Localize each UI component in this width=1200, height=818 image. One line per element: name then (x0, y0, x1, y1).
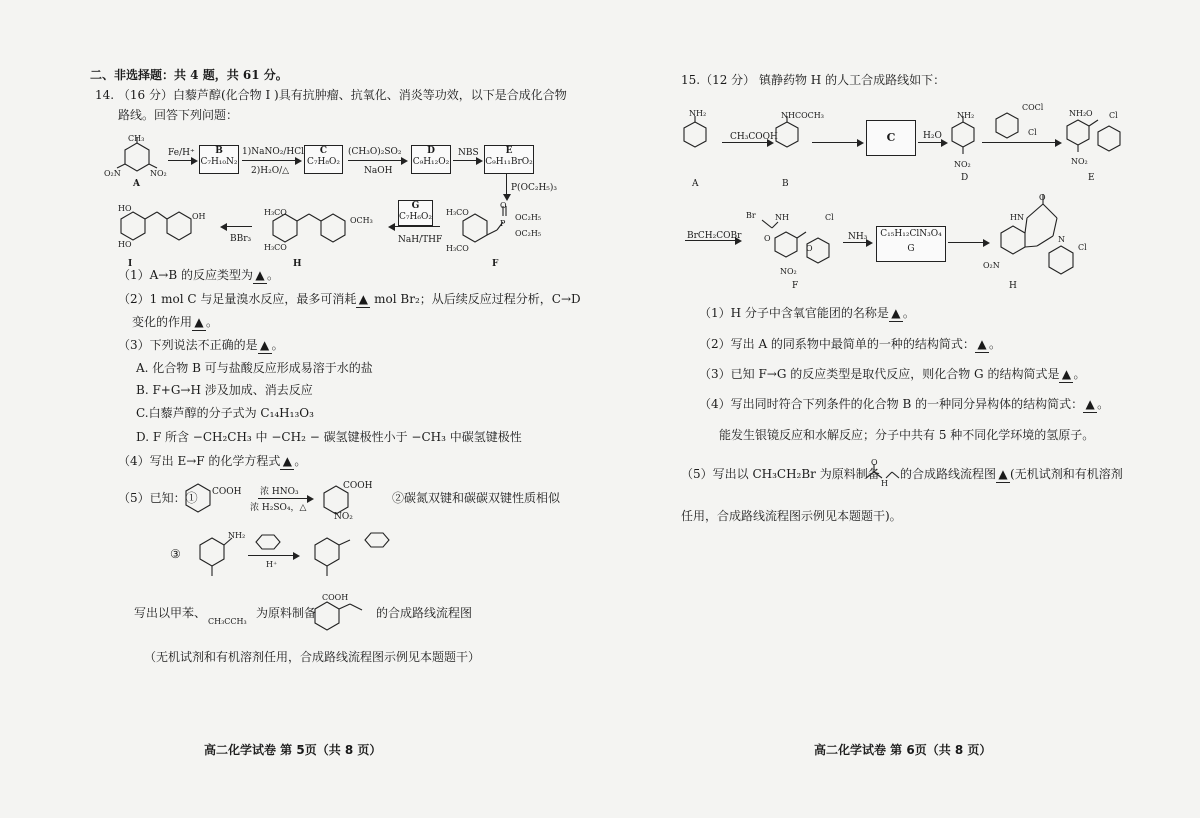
aniline-nh2-label: NH₂ (689, 109, 707, 118)
q15-3: （3）已知 F→G 的反应类型是取代反应，则化合物 G 的结构简式是 ▲ 。 (699, 367, 1086, 381)
compound-f-label-15: F (792, 281, 799, 291)
f-phosphorus-label: P (500, 219, 506, 228)
q15-2: （2）写出 A 的同系物中最简单的一种的结构简式： ▲ 。 (699, 337, 1001, 351)
compound-a-label-15: A (692, 179, 699, 189)
q14-intro-line2: 路线。回答下列问题： (118, 108, 239, 122)
answer-blank[interactable]: ▲ (996, 466, 1010, 483)
q14-3-option-c: C.白藜芦醇的分子式为 C₁₄H₁₃O₃ (136, 406, 314, 420)
f-br-label: Br (746, 211, 756, 220)
f-oxygen-label: O (500, 201, 507, 210)
arrow-e-f (506, 174, 507, 199)
q14-5-task-mid: 为原料制备 (256, 606, 317, 620)
reagent-nah-thf: NaH/THF (398, 235, 443, 245)
page-footer-left: 高二化学试卷 第 5页（共 8 页） (204, 743, 382, 757)
q5-o-label: O (871, 458, 878, 467)
cooh-label-2: COOH (343, 481, 373, 491)
f-ethoxy-label-2: OC₂H₅ (515, 229, 542, 238)
compound-c-box-15: C (866, 120, 916, 156)
answer-blank[interactable]: ▲ (280, 453, 294, 470)
q15-5-part1: （5）写出以 CH₃CH₂Br 为原料制备 (681, 467, 880, 481)
d-nh2-label: NH₂ (957, 111, 975, 120)
arrow-a-b (168, 160, 196, 161)
reagent-conc-h2so4: 浓 H₂SO₄，△ (250, 503, 307, 513)
compound-g-box (398, 200, 433, 226)
arrow-b-c-15 (812, 142, 862, 143)
compound-h-label-15: H (1009, 281, 1017, 291)
f-cl-label: Cl (825, 213, 834, 222)
hydroxyl-label-3: OH (192, 212, 206, 221)
q15-5-part3: 任用，合成路线流程图示例见本题题干)。 (681, 509, 902, 523)
f-methoxy-label-1: H₃CO (446, 208, 469, 217)
compound-g-name: G (411, 201, 420, 211)
compound-c-box (304, 145, 343, 174)
q14-5-prefix: （5）已知：① (118, 491, 198, 505)
hydroxyl-label-1: HO (118, 204, 132, 213)
section-title: 二、非选择题：共 4 题，共 61 分。 (90, 68, 288, 82)
q15-4: （4）写出同时符合下列条件的化合物 B 的一种同分异构体的结构简式： ▲ 。 (699, 397, 1110, 411)
compound-b-label-15: B (782, 179, 789, 189)
reagent-acetic-acid: CH₃COOH (730, 132, 778, 142)
e-nh2-label: NH₂ (1069, 109, 1087, 118)
answer-blank[interactable]: ▲ (192, 314, 206, 331)
q14-intro-line1: 14. （16 分）白藜芦醇(化合物 I )具有抗肿瘤、抗氧化、消炎等功效，以下是合成化合物 (95, 88, 567, 102)
f-o-label-2: O (806, 244, 813, 253)
q15-5-part2: 的合成路线流程图 ▲ (无机试剂和有机溶剂 (900, 467, 1123, 481)
reagent-triethyl-phosphite: P(OC₂H₅)₃ (511, 183, 558, 193)
compound-e-label-15: E (1088, 173, 1095, 183)
q14-4: （4）写出 E→F 的化学方程式 ▲ 。 (118, 454, 307, 468)
q14-5-note: （无机试剂和有机溶剂任用，合成路线流程图示例见本题题干） (144, 650, 481, 664)
reagent-fe: Fe/H⁺ (168, 148, 195, 158)
compound-g-formula-15: C₁₅H₁₂ClN₃O₄ (880, 229, 942, 239)
tetrahydropyranone-structure (248, 532, 288, 552)
q14-2: （2）1 mol C 与足量溴水反应，最多可消耗 ▲ mol Br₂；从后续反应过程分析，C→D (118, 292, 581, 306)
nh2-label: NH₂ (228, 531, 246, 540)
compound-b-formula: C₇H₁₀N₂ (200, 157, 238, 167)
compound-b-name: B (215, 146, 223, 156)
answer-blank[interactable]: ▲ (258, 337, 272, 354)
arrow-f-h (390, 226, 440, 227)
q14-3-option-b: B. F+G→H 涉及加成、消去反应 (136, 383, 313, 397)
reagent-dimethyl-sulfate: (CH₃O)₂SO₂ (348, 147, 402, 157)
compound-g-name-15: G (907, 244, 915, 254)
f-o-label-1: O (764, 234, 771, 243)
methoxy-label-2: H₃CO (264, 243, 287, 252)
h-o2n-label: O₂N (983, 261, 1000, 270)
arrow-h-i (222, 226, 252, 227)
cooh-label-1: COOH (212, 487, 242, 497)
cocl-label: COCl (1022, 103, 1044, 112)
h-o-label: O (1039, 193, 1046, 202)
e-no2-label: NO₂ (1071, 157, 1088, 166)
reagent-nano2: 1)NaNO₂/HCl (242, 147, 304, 157)
compound-e-formula: C₉H₁₁BrO₂ (485, 157, 533, 167)
methyl-label: CH₃ (128, 134, 145, 143)
answer-blank[interactable]: ▲ (889, 305, 903, 322)
reagent-naoh: NaOH (364, 166, 393, 176)
q15-4-conditions: 能发生银镜反应和水解反应；分子中共有 5 种不同化学环境的氢原子。 (719, 428, 1095, 442)
compound-e-name: E (505, 146, 513, 156)
benzoic-acid-structure (182, 480, 216, 512)
reagent-ammonia: NH₃ (848, 232, 868, 242)
q14-5-note2: ②碳氮双键和碳碳双键性质相似 (392, 491, 561, 505)
answer-blank[interactable]: ▲ (253, 267, 267, 284)
arrow-b-c (242, 160, 300, 161)
arrow-e-f-15 (685, 240, 740, 241)
q14-3-option-d: D. F 所含 −CH₂CH₃ 中 −CH₂ − 碳氢键极性小于 −CH₃ 中碳氢键极性 (136, 430, 522, 444)
compound-g-formula: C₇H₆O₂ (399, 212, 432, 222)
f-no2-label: NO₂ (780, 267, 797, 276)
h-plus-label: H⁺ (266, 560, 278, 569)
methoxy-label-3: OCH₃ (350, 216, 373, 225)
compound-d-formula: C₉H₁₂O₂ (412, 157, 450, 167)
arrow-f-g-15 (843, 242, 871, 243)
e-cl-label: Cl (1109, 111, 1118, 120)
compound-c-name: C (319, 146, 328, 156)
reagent-cl-label: Cl (1028, 128, 1037, 137)
hydroxyl-label-2: HO (118, 240, 132, 249)
q14-2-cont: 变化的作用 ▲ 。 (132, 315, 219, 329)
q14-5-task-end: 的合成路线流程图 (376, 606, 473, 620)
imine-product-structure (305, 528, 395, 583)
compound-f-label: F (492, 259, 499, 269)
arrow-nitration (258, 498, 312, 499)
q14-3: （3）下列说法不正确的是 ▲ 。 (118, 338, 284, 352)
reagent-nbs: NBS (458, 148, 479, 158)
reagent-h2o-heat: 2)H₂O/△ (251, 166, 290, 176)
arrow-a-b-15 (722, 142, 772, 143)
compound-c-formula: C₇H₈O₂ (307, 157, 340, 167)
answer-blank[interactable]: ▲ (1083, 396, 1097, 413)
acetone-label: CH₃CCH₃ (208, 617, 247, 626)
arrow-c-d-15 (918, 142, 946, 143)
h-n-label: N (1058, 235, 1065, 244)
compound-i-label: I (128, 259, 133, 269)
q5-h-label: H (881, 479, 888, 488)
arrow-imine (248, 555, 298, 556)
q15-intro: 15.（12 分） 镇静药物 H 的人工合成路线如下： (681, 73, 946, 87)
arrow-c-d (348, 160, 406, 161)
arrow-d-e (453, 160, 481, 161)
f-methoxy-label-2: H₃CO (446, 244, 469, 253)
q14-3-option-a: A. 化合物 B 可与盐酸反应形成易溶于水的盐 (136, 361, 373, 375)
e-o-label: O (1086, 109, 1093, 118)
q14-5-task: 写出以甲苯、 (134, 606, 207, 620)
compound-a-label: A (133, 179, 140, 189)
arrow-d-e-15 (982, 142, 1060, 143)
nitro-label-left: O₂N (104, 169, 121, 178)
compound-d-box (411, 145, 451, 174)
q15-1: （1）H 分子中含氧官能团的名称是 ▲ 。 (699, 306, 915, 320)
f-ethoxy-label-1: OC₂H₅ (515, 213, 542, 222)
answer-blank[interactable]: ▲ (975, 336, 989, 353)
cooh-label-3: COOH (322, 593, 349, 602)
q14-5-item3: ③ (170, 547, 181, 561)
nhcoch3-label: NHCOCH₃ (781, 111, 824, 120)
reagent-water: H₂O (923, 131, 942, 141)
compound-b-box (199, 145, 239, 174)
reagent-bromoacetyl-bromide: BrCH₂COBr (687, 231, 742, 241)
f-nh-label: NH (775, 213, 789, 222)
compound-d-name: D (427, 146, 435, 156)
reagent-bbr3: BBr₃ (230, 234, 252, 244)
right-page (600, 0, 1200, 818)
compound-e-box (484, 145, 534, 174)
compound-h-label: H (293, 259, 302, 269)
d-no2-label: NO₂ (954, 160, 971, 169)
compound-d-label-15: D (961, 173, 969, 183)
answer-blank[interactable]: ▲ (1059, 366, 1073, 383)
page-footer-right: 高二化学试卷 第 6页（共 8 页） (814, 743, 992, 757)
h-cl-label: Cl (1078, 243, 1087, 252)
compound-g-box-15 (876, 226, 946, 262)
h-nh-label: HN (1010, 213, 1024, 222)
methoxy-label-1: H₃CO (264, 208, 287, 217)
reagent-conc-hno3: 浓 HNO₃ (260, 487, 299, 497)
arrow-g-h-15 (948, 242, 988, 243)
no2-label: NO₂ (334, 512, 353, 522)
q14-1: （1）A→B 的反应类型为 ▲ 。 (118, 268, 280, 282)
answer-blank[interactable]: ▲ (356, 291, 370, 308)
nitro-label-right: NO₂ (150, 169, 167, 178)
